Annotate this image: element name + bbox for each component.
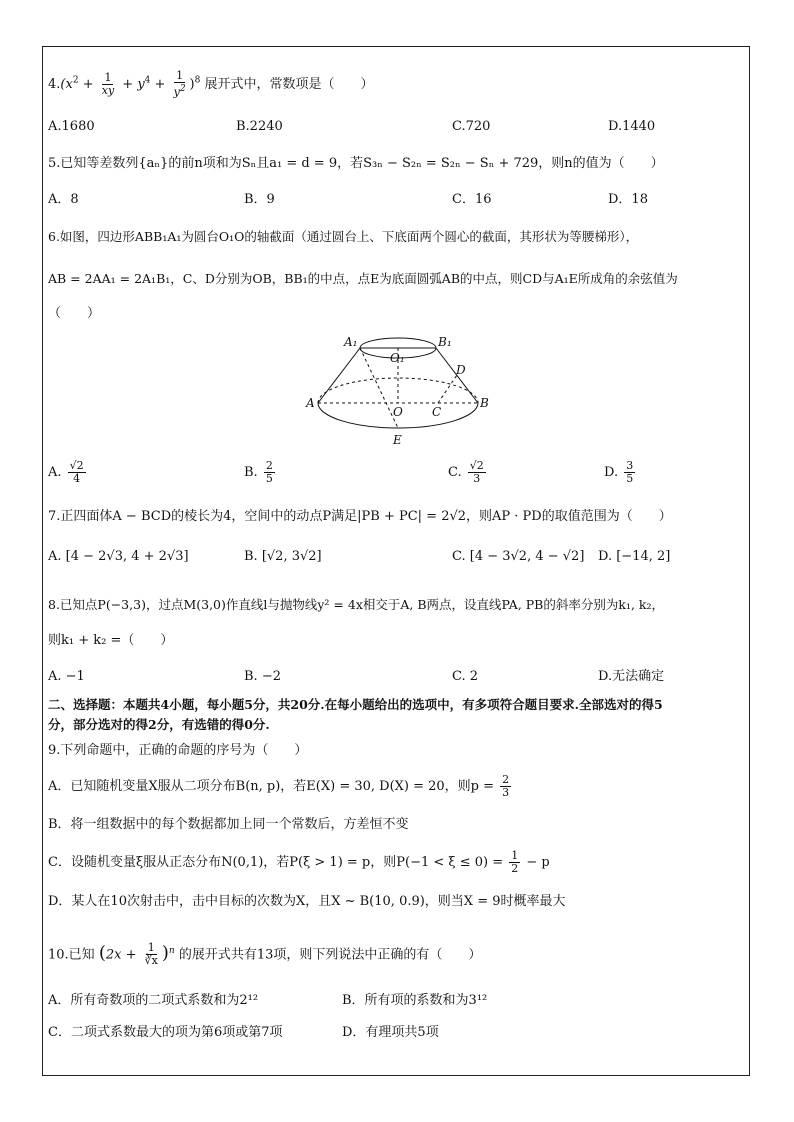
q6-line2: AB = 2AA₁ = 2A₁B₁，C、D分别为OB，BB₁的中点，点E为底面圆弧AB的中点，则CD与A₁E所成角的余弦值为 — [48, 271, 678, 286]
q5-stem: 5.已知等差数列{aₙ}的前n项和为Sₙ且a₁ = d = 9，若S₃ₙ − S₂ₙ = S₂ₙ − Sₙ + 729，则n的值为（ ） — [48, 156, 664, 171]
q8-line1: 8.已知点P(−3,3)，过点M(3,0)作直线l与抛物线y² = 4x相交于A, B两点，设直线PA, PB的斜率分别为k₁, k₂， — [48, 597, 664, 612]
q7-option-a: A. [4 − 2√3, 4 + 2√3] — [48, 549, 189, 564]
q5-option-b: B．9 — [244, 192, 275, 207]
q7-option-b: B. [√2, 3√2] — [244, 549, 322, 564]
q10-option-b: B．所有项的系数和为3¹² — [342, 993, 488, 1008]
q6-option-b: B. $\frac{2}{5}$ — [244, 459, 273, 485]
q10-option-d: D．有理项共5项 — [342, 1025, 439, 1040]
q4-option-c: C.720 — [452, 119, 491, 134]
label-b1: B₁ — [438, 335, 452, 349]
label-o1: O₁ — [390, 351, 405, 365]
q4-stem: $4.(x^2$ + $\frac{1}{xy}$ + $y^4$ + $\frac{1}{y^2}$ )$^8$ 展开式中，常数项是（ ） — [48, 69, 374, 99]
q8-option-b: B. −2 — [244, 669, 281, 684]
q8-option-c: C. 2 — [452, 669, 479, 684]
q4-option-b: B.2240 — [236, 119, 283, 134]
q9-option-d: D．某人在10次射击中，击中目标的次数为X，且X ~ B(10, 0.9)，则当X = 9时概率最大 — [48, 894, 566, 909]
q8-option-a: A. −1 — [48, 669, 85, 684]
section2-line2: 分，部分选对的得2分，有选错的得0分. — [48, 717, 270, 732]
q6-frustum-figure — [300, 330, 500, 450]
q4-option-d: D.1440 — [608, 119, 656, 134]
q10-stem: 10.已知 (2x + $\frac{1}{∛x}$ )$^n$ 的展开式共有13项，则下列说法中正确的有（ ） — [48, 941, 482, 968]
label-o: O — [393, 405, 403, 419]
q7-option-d: D. [−14, 2] — [598, 549, 671, 564]
q6-option-a: A. $\frac{√2}{4}$ — [48, 459, 84, 485]
q6-line1: 6.如图，四边形ABB₁A₁为圆台O₁O的轴截面（通过圆台上、下底面两个圆心的截面，其形状为等腰梯形）， — [48, 229, 639, 244]
q9-option-b: B．将一组数据中的每个数据都加上同一个常数后，方差恒不变 — [48, 817, 409, 832]
q10-option-a: A．所有奇数项的二项式系数和为2¹² — [48, 993, 259, 1008]
label-a: A — [306, 396, 315, 410]
label-a1: A₁ — [344, 335, 358, 349]
q9-option-c: C．设随机变量ξ服从正态分布N(0,1)，若P(ξ > 1) = p，则P(−1 < ξ ≤ 0) = $\frac{1}{2}$ − p — [48, 849, 550, 875]
q10-option-c: C．二项式系数最大的项为第6项或第7项 — [48, 1025, 283, 1040]
label-b: B — [480, 396, 489, 410]
q7-option-c: C. [4 − 3√2, 4 − √2] — [452, 549, 585, 564]
label-e: E — [393, 433, 402, 447]
q8-line2: 则k₁ + k₂ =（ ） — [48, 633, 174, 648]
q9-option-a: A．已知随机变量X服从二项分布B(n, p)，若E(X) = 30, D(X) = 20，则p = $\frac{2}{3}$ — [48, 773, 510, 799]
q5-option-a: A．8 — [48, 192, 79, 207]
q7-stem: 7.正四面体A − BCD的棱长为4，空间中的动点P满足|PB + PC| = 2√2，则AP · PD的取值范围为（ ） — [48, 509, 672, 524]
q6-option-d: D. $\frac{3}{5}$ — [604, 459, 634, 485]
label-d: D — [456, 363, 466, 377]
q9-stem: 9.下列命题中，正确的命题的序号为（ ） — [48, 743, 308, 758]
label-c: C — [432, 405, 442, 419]
q5-option-d: D．18 — [608, 192, 648, 207]
section2-line1: 二、选择题：本题共4小题，每小题5分，共20分.在每小题给出的选项中，有多项符合题目要求.全部选对的得5 — [48, 697, 663, 712]
q6-line3: （ ） — [48, 306, 101, 321]
q8-option-d: D.无法确定 — [598, 669, 665, 684]
q6-option-c: C. $\frac{√2}{3}$ — [448, 459, 484, 485]
q5-option-c: C．16 — [452, 192, 492, 207]
q4-option-a: A.1680 — [48, 119, 95, 134]
